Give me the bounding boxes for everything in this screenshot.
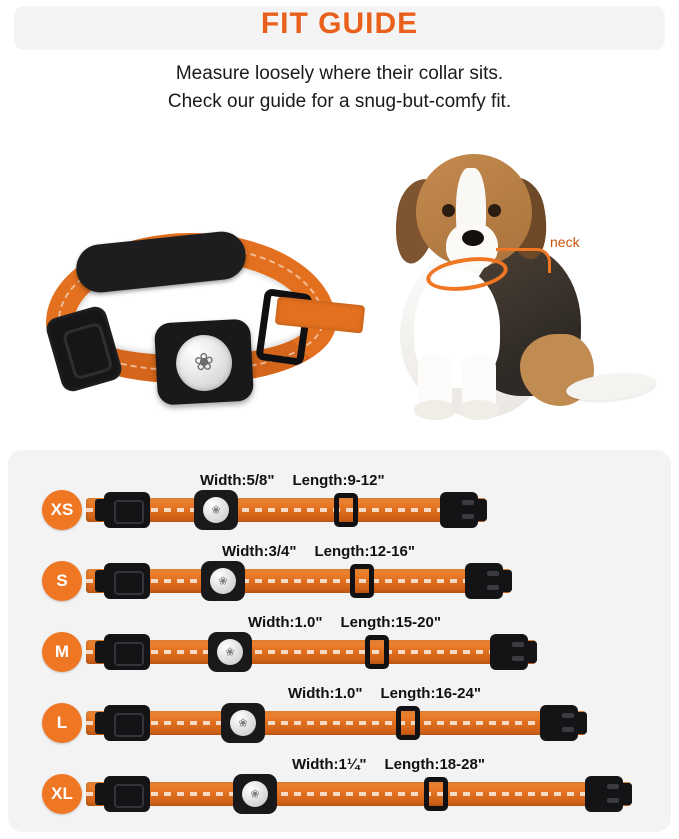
airtag-disc	[217, 639, 243, 665]
size-row	[0, 614, 663, 686]
size-spec-text	[248, 614, 441, 631]
reflective-stripe	[86, 721, 586, 725]
airtag-holder	[201, 561, 245, 601]
airtag-holder	[208, 632, 252, 672]
buckle-end	[585, 776, 623, 812]
airtag-holder	[194, 490, 238, 530]
airtag-holder	[221, 703, 265, 743]
size-badge: XS	[42, 490, 82, 530]
slider-ring	[396, 706, 420, 740]
airtag-disc	[203, 497, 229, 523]
size-spec-text	[292, 756, 485, 773]
airtag-holder	[154, 319, 254, 406]
collar-diagram	[86, 640, 536, 664]
size-spec-text	[200, 472, 385, 489]
dog-paw-right	[458, 400, 500, 420]
width-label: Width:3/4"	[222, 543, 297, 560]
dog-paw-left	[414, 400, 456, 420]
hero-section	[0, 128, 679, 438]
size-row	[0, 685, 663, 757]
size-badge: XL	[42, 774, 82, 814]
reflective-stripe	[86, 792, 631, 796]
neck-label: neck	[550, 234, 580, 250]
buckle-end	[540, 705, 578, 741]
airtag-disc	[230, 710, 256, 736]
page-title: FIT GUIDE	[260, 7, 419, 40]
collar-diagram	[86, 569, 511, 593]
size-row	[0, 756, 663, 828]
length-label: Length:12-16"	[314, 543, 415, 560]
width-label: Width:5/8"	[200, 472, 275, 489]
width-label: Width:1.0"	[248, 614, 323, 631]
collar-clip	[104, 705, 150, 741]
buckle-end	[490, 634, 528, 670]
slider-ring	[334, 493, 358, 527]
length-label: Length:15-20"	[340, 614, 441, 631]
collar-diagram	[86, 711, 586, 735]
slider-ring	[424, 777, 448, 811]
length-label: Length:9-12"	[292, 472, 385, 489]
collar-clip	[104, 563, 150, 599]
paw-icon: ❀	[193, 348, 215, 377]
airtag-disc	[175, 334, 234, 393]
subtitle-line-2: Check our guide for a snug-but-comfy fit.	[167, 91, 512, 112]
subtitle-line-1: Measure loosely where their collar sits.	[175, 63, 504, 84]
collar-product-photo	[28, 223, 358, 403]
dog-nose	[462, 230, 484, 246]
size-badge: S	[42, 561, 82, 601]
slider-ring	[365, 635, 389, 669]
collar-clip	[104, 776, 150, 812]
collar-clip	[104, 492, 150, 528]
subtitle	[0, 60, 679, 116]
collar-clip	[104, 634, 150, 670]
length-label: Length:16-24"	[380, 685, 481, 702]
dog-eye-right	[488, 204, 501, 217]
airtag-disc	[210, 568, 236, 594]
size-spec-text	[222, 543, 415, 560]
dog-photo	[370, 138, 660, 428]
length-label: Length:18-28"	[384, 756, 485, 773]
size-badge: M	[42, 632, 82, 672]
collar-diagram	[86, 782, 631, 806]
dog-eye-left	[442, 204, 455, 217]
size-spec-text	[288, 685, 481, 702]
width-label: Width:1¼"	[292, 756, 367, 773]
airtag-disc	[242, 781, 268, 807]
collar-diagram	[86, 498, 486, 522]
neck-leader-line	[496, 248, 551, 273]
reflective-stripe	[86, 650, 536, 654]
width-label: Width:1.0"	[288, 685, 363, 702]
size-row	[0, 472, 663, 544]
size-row	[0, 543, 663, 615]
size-badge: L	[42, 703, 82, 743]
airtag-holder	[233, 774, 277, 814]
slider-ring	[350, 564, 374, 598]
buckle-end	[440, 492, 478, 528]
buckle-end	[465, 563, 503, 599]
